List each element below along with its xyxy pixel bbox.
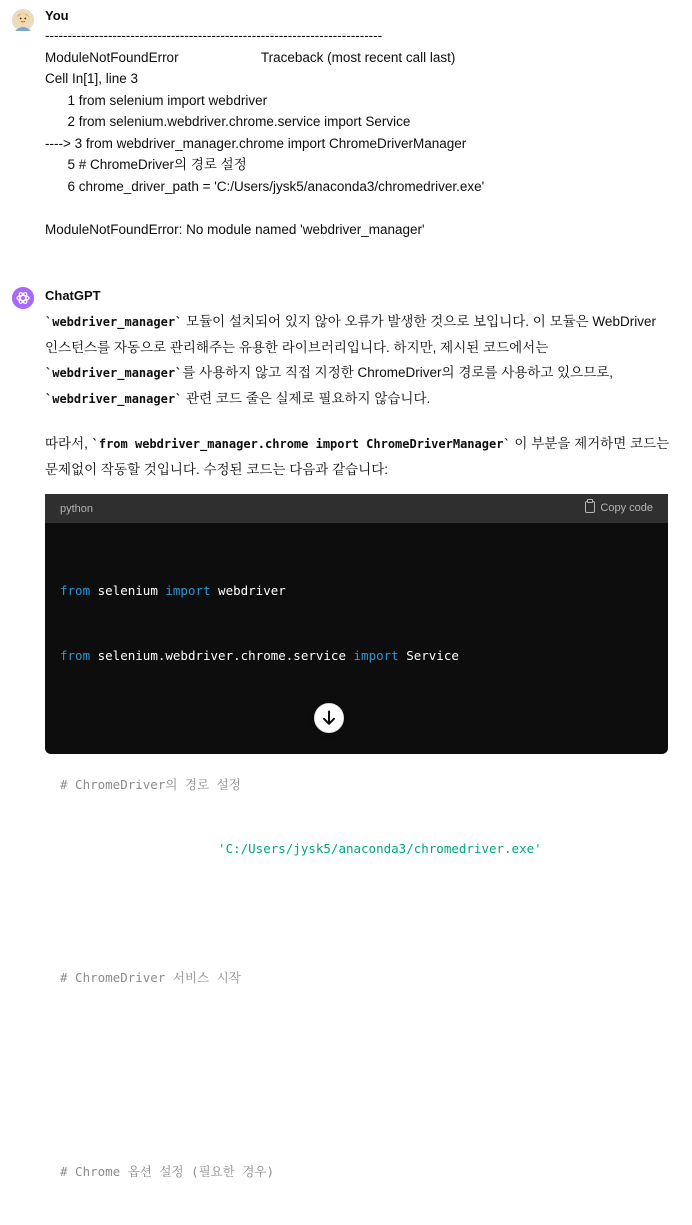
code-content <box>60 537 542 1225</box>
openai-logo-icon <box>12 287 34 309</box>
code-keyword: import <box>353 647 399 663</box>
code-line <box>60 967 542 989</box>
user-line: 2 from selenium.webdriver.chrome.service import Service <box>45 114 411 129</box>
arrow-down-icon <box>315 704 343 732</box>
code-language-label: python <box>60 503 94 515</box>
code-comment: # ChromeDriver의 경로 설정 <box>60 776 241 792</box>
code-block-header <box>45 494 668 523</box>
code-line <box>60 645 542 667</box>
code-line <box>60 1032 542 1054</box>
code-line <box>60 838 542 860</box>
code-comment: # Chrome 옵션 설정 (필요한 경우) <box>60 1163 275 1179</box>
scroll-to-bottom-button[interactable] <box>314 703 344 733</box>
assistant-paragraph <box>45 309 670 412</box>
code-text: service = Service(executable_path=chrome_driver_path) <box>60 1034 459 1050</box>
user-line <box>45 197 675 219</box>
inline-code: `from webdriver_manager.chrome import ChromeDriverManager` <box>91 437 511 451</box>
copy-code-button[interactable] <box>585 501 653 515</box>
code-line <box>60 580 542 602</box>
code-line-blank <box>60 709 542 731</box>
code-keyword: import <box>165 583 211 598</box>
code-text: selenium.webdriver.chrome.service <box>90 647 354 663</box>
user-message-text <box>45 25 675 240</box>
assistant-paragraph <box>45 431 670 482</box>
code-keyword: from <box>60 583 91 598</box>
paragraph-text: 이 부분을 제거하면 코드는 문제없이 작동할 것입니다. 수정된 코드는 다음과 같습니다: <box>45 436 670 477</box>
user-line: --------------------------------------------------------------------------- <box>45 28 383 43</box>
code-line <box>60 774 542 796</box>
user-line: 5 # ChromeDriver의 경로 설정 <box>45 157 247 172</box>
code-text: selenium <box>90 583 166 598</box>
assistant-author-name: ChatGPT <box>45 288 101 303</box>
user-line: Cell In[1], line 3 <box>45 71 139 86</box>
paragraph-text: 관련 코드 줄은 실제로 필요하지 않습니다. <box>182 391 431 406</box>
code-block <box>45 494 668 1179</box>
paragraph-text: 따라서, <box>45 436 92 451</box>
code-line-blank <box>60 903 542 925</box>
user-author-name: You <box>45 8 69 23</box>
copy-code-label: Copy code <box>600 502 653 514</box>
paragraph-text: 모듈이 설치되어 있지 않아 오류가 발생한 것으로 보입니다. 이 모듈은 WebDriver 인스턴스를 자동으로 관리해주는 유용한 라이브러리입니다. 하지만, 제시된 코드에서는 <box>45 314 656 355</box>
user-line: ModuleNotFoundError: No module named 'webdriver_manager' <box>45 221 425 237</box>
user-line: 1 from selenium import webdriver <box>45 92 268 108</box>
assistant-message-text <box>45 309 670 482</box>
inline-code: `webdriver_manager` <box>45 315 183 329</box>
inline-code: `webdriver_manager` <box>45 366 183 380</box>
code-keyword: from <box>60 647 91 663</box>
clipboard-icon <box>585 501 595 513</box>
code-line-blank <box>60 1096 542 1118</box>
code-text: webdriver <box>210 583 286 598</box>
user-line: ModuleNotFoundError Traceback (most recent call last) <box>45 49 456 65</box>
code-text: Service <box>398 647 459 663</box>
code-text: chrome_driver_path = <box>60 841 219 856</box>
paragraph-text: 를 사용하지 않고 직접 지정한 ChromeDriver의 경로를 사용하고 있으므로, <box>182 365 614 380</box>
code-comment: # ChromeDriver 서비스 시작 <box>60 970 241 985</box>
user-line: 6 chrome_driver_path = 'C:/Users/jysk5/anaconda3/chromedriver.exe' <box>45 178 485 194</box>
code-string: 'C:/Users/jysk5/anaconda3/chromedriver.exe' <box>218 841 542 856</box>
user-line: ----> 3 from webdriver_manager.chrome import ChromeDriverManager <box>45 135 467 151</box>
user-avatar-icon <box>12 9 34 31</box>
code-line <box>60 1161 542 1183</box>
inline-code: `webdriver_manager` <box>45 392 183 406</box>
